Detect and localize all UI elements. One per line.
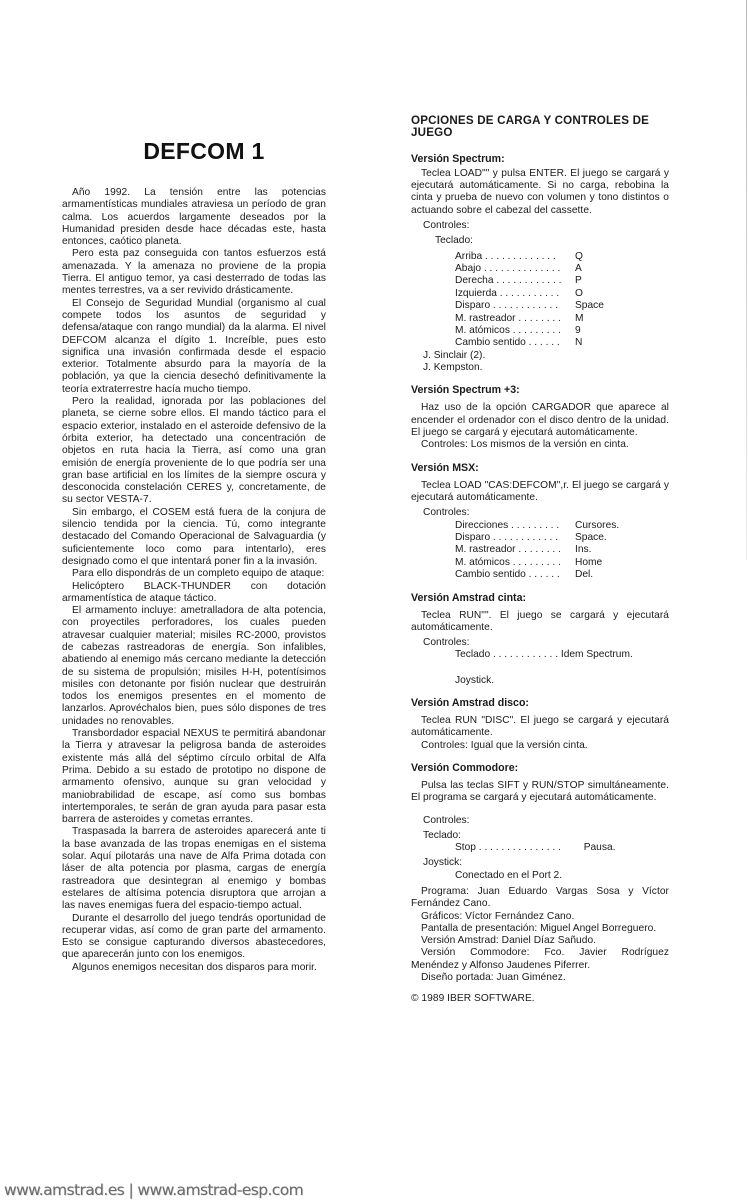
instructions-column [411, 115, 669, 1006]
section-commodore [411, 762, 669, 882]
section-text: Pulsa las teclas SIFT y RUN/STOP simultáneamente. El programa se cargará y ejecutará automáticamente. [411, 779, 669, 804]
story-paragraph: Algunos enemigos necesitan dos disparos para morir. [72, 961, 317, 973]
section-title: Versión MSX: [411, 461, 479, 474]
scan-edge [746, 0, 747, 560]
credits [411, 886, 669, 1006]
section-spectrum [411, 153, 669, 375]
section-title: Versión Amstrad disco: [411, 697, 529, 710]
section-text: Teclea LOAD "CAS:DEFCOM",r. El juego se cargará y ejecutará automáticamente. [411, 479, 669, 503]
game-title: DEFCOM 1 [143, 138, 265, 164]
control-action: Direcciones . . . . . . . . . [455, 519, 560, 531]
controls-label: Controles: [423, 220, 470, 231]
section-amstrad-disco [411, 697, 669, 752]
control-row [455, 275, 604, 287]
control-action: Abajo . . . . . . . . . . . . . . [455, 263, 561, 274]
control-key: A [575, 263, 582, 274]
control-row [455, 288, 604, 300]
story-column [62, 138, 326, 974]
control-action: M. atómicos . . . . . . . . . [455, 325, 561, 337]
control-key: Pausa. [583, 842, 616, 854]
control-key: Ins. [575, 544, 592, 556]
story-paragraph: Helicóptero BLACK-THUNDER con dotación armamentística de ataque táctico. [62, 580, 326, 604]
section-text: Teclea RUN"". El juego se cargará y ejecutará automáticamente. [411, 609, 669, 633]
control-action: Cambio sentido . . . . . . [455, 337, 560, 349]
control-key: Home [575, 556, 603, 568]
control-action: Arriba . . . . . . . . . . . . . [455, 250, 556, 262]
control-action: Disparo . . . . . . . . . . . . [455, 531, 559, 543]
controls-table [455, 251, 604, 350]
control-row [455, 520, 619, 532]
credit-line: Pantalla de presentación: Miguel Angel Borreguero. [421, 922, 657, 934]
control-key: Cursores. [575, 519, 620, 531]
story-paragraph: El Consejo de Seguridad Mundial (organismo al cual compete todos los asuntos de seguridad y defensa/ataque con rango mundial) da la alarma. El nivel DEFCOM alcanza el dígito 1. Increíble, pues esto significa una invasión confirmada desde el espacio exterior. Totalmente absurdo para la mayoría de la población, ya que la ciencia desechó definitivamente la teoría extraterrestre hacía mucho tiempo. [62, 297, 326, 395]
section-text: Teclea LOAD"" y pulsa ENTER. El juego se cargará y ejecutará automáticamente. Si no carga, rebobina la cinta y prueba de nuevo con volumen y tono distintos o actuando sobre el cabezal del cassette. [411, 167, 669, 216]
control-action: M. rastreador . . . . . . . . [455, 312, 561, 324]
control-row [455, 337, 604, 349]
control-action: Disparo . . . . . . . . . . . . [455, 300, 559, 312]
joystick-item: J. Kempston. [423, 362, 483, 374]
control-row [455, 557, 619, 569]
keyboard-control: Teclado . . . . . . . . . . . . Idem Spectrum. [455, 649, 633, 661]
control-row [455, 532, 619, 544]
control-action: Derecha . . . . . . . . . . . . [455, 275, 562, 287]
story-paragraph: Sin embargo, el COSEM está fuera de la conjura de silencio tendida por la ciencia. Tú, como integrante destacado del Comando Operacional de Salvaguardia (y suficientemente loco como para intentarlo), eres designado como el que intentará poner fin a la invasión. [62, 506, 326, 567]
credit-line: Programa: Juan Eduardo Vargas Sosa y Víctor Fernández Cano. [411, 886, 669, 910]
story-paragraph: Traspasada la barrera de asteroides aparecerá ante ti la base avanzada de las tropas enemigas en el sistema solar. Aquí pilotarás una nave de Alfa Prima dotada con láser de alta potencia por plasma, cargas de energía rastreadora que desintegran al enemigo y bombas estelares de altísima potencia disruptora que arrojan a las naves enemigas fuera del espacio-tiempo actual. [62, 826, 326, 912]
section-msx [411, 462, 669, 582]
controls-table [455, 520, 619, 582]
control-action: M. atómicos . . . . . . . . . [455, 556, 561, 568]
control-row [455, 300, 604, 312]
control-row [455, 544, 619, 556]
control-key: Space [575, 300, 604, 312]
joystick-label: Joystick: [423, 857, 463, 869]
credit-line: Versión Commodore: Fco. Javier Rodríguez Menéndez y Alfonso Jaudenes Piferrer. [411, 947, 669, 971]
control-row [455, 251, 604, 263]
joystick-item: Joystick. [455, 674, 495, 686]
copyright: © 1989 IBER SOFTWARE. [411, 993, 535, 1005]
credit-line: Versión Amstrad: Daniel Díaz Sañudo. [421, 935, 597, 947]
keyboard-label: Teclado: [423, 829, 461, 841]
joystick-item: Conectado en el Port 2. [455, 869, 563, 881]
control-key: N [575, 337, 583, 349]
section-spectrum-plus3 [411, 384, 669, 451]
control-key: O [575, 287, 583, 299]
controls-text: Controles: Los mismos de la versión en cinta. [421, 439, 629, 451]
credit-line: Diseño portada: Juan Giménez. [421, 972, 566, 984]
control-key: 9 [575, 325, 581, 337]
story-paragraph: Durante el desarrollo del juego tendrás oportunidad de recuperar vidas, así como de gran parte del armamento. Esto se consigue capturando diversos abastecedores, que aparecerán junto con los enemigos. [62, 912, 326, 961]
section-text: Haz uso de la opción CARGADOR que aparece al encender el ordenador con el disco dentro de la unidad. El juego se cargará y ejecutará automáticamente. [411, 402, 669, 439]
section-title: Versión Commodore: [411, 761, 519, 774]
story-paragraph: El armamento incluye: ametralladora de alta potencia, con proyectiles perforadores, los cuales pueden atravesar cualquier material; misiles RC-2000, provistos de cabezas rastreadoras de energía. Son infalibles, abatiendo al enemigo más cercano mediante la detección de su sistema de propulsión; misiles H-H, potentísimos misiles con detonante por fisión nuclear que destruirán todos los enemigos presentes en el momento de lanzarlos. Aprovéchalos bien, pues sólo dispones de tres unidades no renovables. [62, 605, 326, 727]
section-title: Versión Amstrad cinta: [411, 591, 526, 604]
controls-label: Controles: [423, 637, 470, 649]
controls-label: Controles: [423, 814, 470, 826]
section-amstrad-cinta [411, 592, 669, 687]
keyboard-label: Teclado: [435, 235, 473, 247]
controls-label: Controles: [423, 507, 470, 519]
story-paragraph: Transbordador espacial NEXUS te permitirá abandonar la Tierra y atravesar la peligrosa banda de asteroides existente más allá del séptimo círculo orbital de Alfa Prima. Debido a su estado de prototipo no dispone de armamento ofensivo, aunque su gran velocidad y maniobrabilidad de escape, así como sus bombas intertemporales, te serán de gran ayuda para pasar esta barrera de asteroides y cometas errantes. [62, 728, 326, 826]
control-key: Del. [575, 569, 594, 581]
control-key: M [575, 312, 584, 324]
controls-text: Controles: Igual que la versión cinta. [421, 739, 588, 751]
control-row [455, 263, 604, 275]
story-paragraph: Pero esta paz conseguida con tantos esfuerzos está amenazada. Y la amenaza no proviene de la propia Tierra. El antiguo temor, ya casi desterrado de todas las mentes terrestres, va a ser revivido drásticamente. [62, 248, 326, 297]
credit-line: Gráficos: Víctor Fernández Cano. [421, 910, 575, 922]
section-text: Teclea RUN "DISC". El juego se cargará y ejecutará automáticamente. [411, 715, 669, 739]
joystick-item: J. Sinclair (2). [423, 349, 486, 361]
section-title: Versión Spectrum: [411, 152, 505, 165]
control-action: Izquierda . . . . . . . . . . . [455, 287, 560, 299]
story-paragraph: Pero la realidad, ignorada por las poblaciones del planeta, se cierne sobre ellos. El mando táctico para el espacio exterior, instalado en el asteroide defensivo de la órbita exterior, ha detectado una concentración de objetos en ruta hacia la Tierra, así como una gran emisión de energía proveniente de lo que podría ser una gran base artificial en los límites de la siempre oscura y desconocida constelación CERES y, concretamente, de su sector VESTA-7. [62, 396, 326, 506]
control-row [455, 313, 604, 325]
keyboard-control [411, 842, 669, 854]
control-key: P [575, 275, 582, 287]
control-action: Cambio sentido . . . . . . [455, 569, 560, 581]
story-paragraph: Año 1992. La tensión entre las potencias armamentísticas mundiales atraviesa un período de gran calma. Los acuerdos largamente deseados por la Humanidad presiden desde hace décadas este, hasta entonces, caótico planeta. [62, 187, 326, 248]
watermark: www.amstrad.es | www.amstrad-esp.com [4, 1181, 304, 1199]
control-key: Space. [575, 531, 607, 543]
control-row [455, 569, 619, 581]
control-row [455, 325, 604, 337]
instructions-heading: OPCIONES DE CARGA Y CONTROLES DE JUEGO [411, 114, 650, 140]
story-paragraph: Para ello dispondrás de un completo equipo de ataque: [72, 568, 325, 580]
control-action: M. rastreador . . . . . . . . [455, 544, 561, 556]
control-action: Stop . . . . . . . . . . . . . . . [455, 842, 561, 854]
control-key: Q [575, 250, 583, 262]
section-title: Versión Spectrum +3: [411, 384, 520, 397]
